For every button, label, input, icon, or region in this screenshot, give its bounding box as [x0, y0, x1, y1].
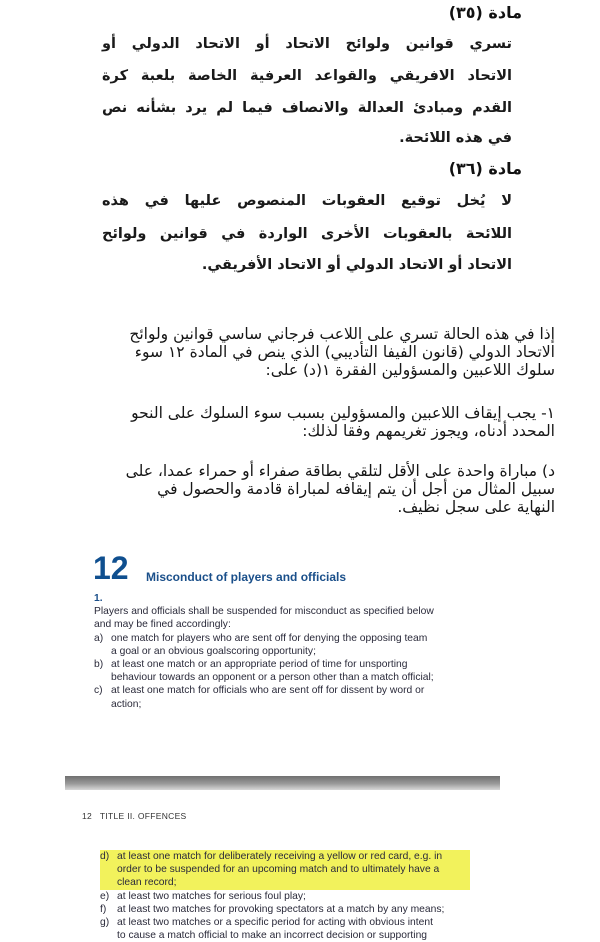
list-item-e: [100, 890, 470, 903]
commentary-paragraph-2: [45, 404, 555, 440]
commentary-line: الاتحاد الدولي (قانون الفيفا التأديبي) الذي ينص في المادة ١٢ سوء: [134, 343, 555, 361]
item-line: a goal or an obvious goalscoring opportunity;: [111, 645, 316, 657]
item-line: one match for players who are sent off for denying the opposing team: [111, 632, 428, 644]
item-label: c): [94, 685, 103, 697]
item-line: clean record;: [117, 877, 177, 889]
commentary-line: سلوك اللاعبين والمسؤولين الفقرة ١(د) على:: [265, 361, 555, 379]
commentary-paragraph-3: [45, 462, 555, 516]
item-line: at least one match for officials who are sent off for dissent by word or: [111, 685, 425, 697]
article-body: [94, 592, 464, 711]
intro-line: Players and officials shall be suspended for misconduct as specified below: [94, 606, 434, 618]
item-line: action;: [111, 698, 142, 710]
paragraph-number: 1.: [94, 593, 103, 604]
item-label: d): [100, 851, 110, 862]
article-title: Misconduct of players and officials: [146, 570, 347, 584]
list-item-f: [100, 903, 470, 916]
commentary-line: ١- يجب إيقاف اللاعبين والمسؤولين بسبب سوء السلوك على النحو: [131, 404, 555, 422]
item-line: at least one match for deliberately receiving a yellow or red card, e.g. in: [117, 851, 443, 862]
commentary-line: النهاية على سجل نظيف.: [397, 498, 555, 516]
item-label: a): [94, 632, 104, 644]
list-item-c: [94, 684, 464, 710]
article-36-heading: مادة (٣٦): [448, 159, 522, 178]
article-36-line: لا يُخل توقيع العقوبات المنصوص عليها في هذه: [102, 193, 512, 209]
intro-line: and may be fined accordingly:: [94, 619, 231, 631]
article-36-line: اللائحة بالعقوبات الأخرى الواردة في قوانين ولوائح: [102, 226, 512, 242]
list-item-b: [94, 658, 464, 684]
list-item-d-highlighted: [100, 850, 470, 890]
commentary-line: د) مباراة واحدة على الأقل لتلقي بطاقة صفراء أو حمراء عمدا، على: [125, 462, 555, 480]
item-label: b): [94, 659, 104, 671]
item-label: g): [100, 917, 110, 929]
list-item-g: [100, 916, 470, 942]
article-35-line: تسري قوانين ولوائح الاتحاد أو الاتحاد الدولي أو: [102, 36, 512, 52]
commentary-paragraph-1: [45, 325, 555, 379]
item-label: e): [100, 890, 110, 902]
article-35-heading: مادة (٣٥): [448, 3, 522, 22]
commentary-line: المحدد أدناه، ويجوز تغريمهم وفقا لذلك:: [302, 422, 555, 440]
article-36-line: الاتحاد أو الاتحاد الدولي أو الاتحاد الأفريقي.: [201, 257, 512, 273]
item-line: at least two matches or a specific period for acting with obvious intent: [117, 917, 433, 929]
running-header: 12 TITLE II. OFFENCES: [82, 811, 187, 821]
item-line: at least two matches for provoking spectators at a match by any means;: [117, 903, 445, 915]
item-label: f): [100, 903, 107, 915]
item-line: at least two matches for serious foul play;: [117, 890, 306, 902]
item-line: to cause a match official to make an incorrect decision or supporting: [117, 930, 428, 942]
item-line: order to be suspended for an upcoming match and to ultimately have a: [117, 864, 440, 876]
commentary-line: إذا في هذه الحالة تسري على اللاعب فرجاني ساسي قوانين ولوائح: [129, 325, 555, 343]
item-line: at least one match or an appropriate period of time for unsporting: [111, 659, 408, 671]
list-item-a: [94, 632, 464, 658]
page-break-bar: [65, 776, 500, 790]
commentary-line: سبيل المثال من أجل أن يتم إيقافه لمباراة قادمة والحصول في: [157, 480, 555, 498]
item-line: behaviour towards an opponent or a person other than a match official;: [111, 672, 434, 684]
article-35-line: الاتحاد الافريقي والقواعد العرفية الخاصة بلعبة كرة: [102, 68, 512, 84]
article-35-line: في هذه اللائحة.: [399, 130, 512, 146]
article-number: 12: [93, 550, 129, 586]
article-body-continued: [100, 850, 470, 942]
article-35-line: القدم ومبادئ العدالة والانصاف فيما لم يرد بشأنه نص: [102, 100, 512, 116]
